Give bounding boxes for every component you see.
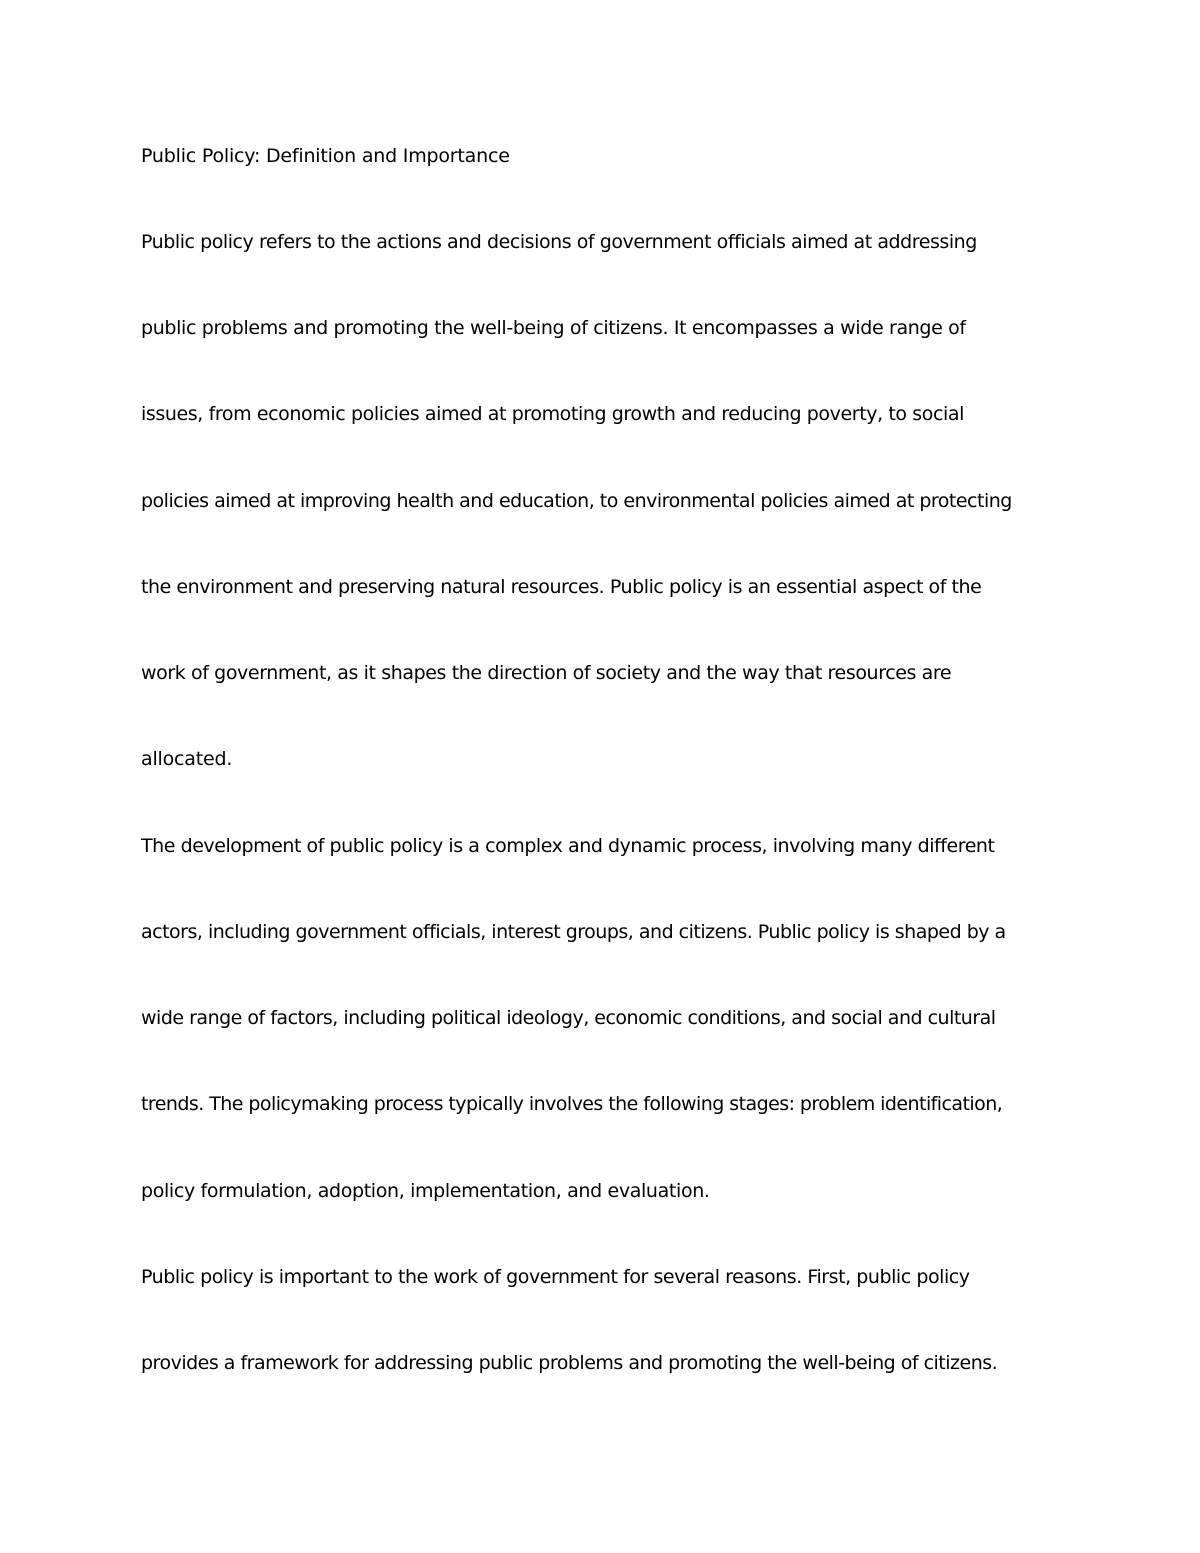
paragraph-line: actors, including government officials, interest groups, and citizens. Public policy is shaped by a xyxy=(141,921,1006,943)
paragraph-line: Public policy is important to the work of government for several reasons. First, public policy xyxy=(141,1266,970,1288)
paragraph-line: issues, from economic policies aimed at promoting growth and reducing poverty, to social xyxy=(141,403,965,425)
paragraph-line: Public policy refers to the actions and decisions of government officials aimed at addressing xyxy=(141,231,977,253)
paragraph-line: policies aimed at improving health and education, to environmental policies aimed at protecting xyxy=(141,490,1012,512)
paragraph-line: The development of public policy is a complex and dynamic process, involving many different xyxy=(141,835,995,857)
paragraph-line: allocated. xyxy=(141,748,233,770)
paragraph-line: wide range of factors, including political ideology, economic conditions, and social and cultural xyxy=(141,1007,996,1029)
paragraph-line: public problems and promoting the well-being of citizens. It encompasses a wide range of xyxy=(141,317,966,339)
paragraph-line: policy formulation, adoption, implementation, and evaluation. xyxy=(141,1180,710,1202)
paragraph-line: trends. The policymaking process typically involves the following stages: problem identification, xyxy=(141,1093,1003,1115)
document-title: Public Policy: Definition and Importance xyxy=(141,145,510,167)
paragraph-line: the environment and preserving natural resources. Public policy is an essential aspect of the xyxy=(141,576,982,598)
paragraph-line: work of government, as it shapes the direction of society and the way that resources are xyxy=(141,662,952,684)
paragraph-line: provides a framework for addressing public problems and promoting the well-being of citizens. xyxy=(141,1352,998,1374)
